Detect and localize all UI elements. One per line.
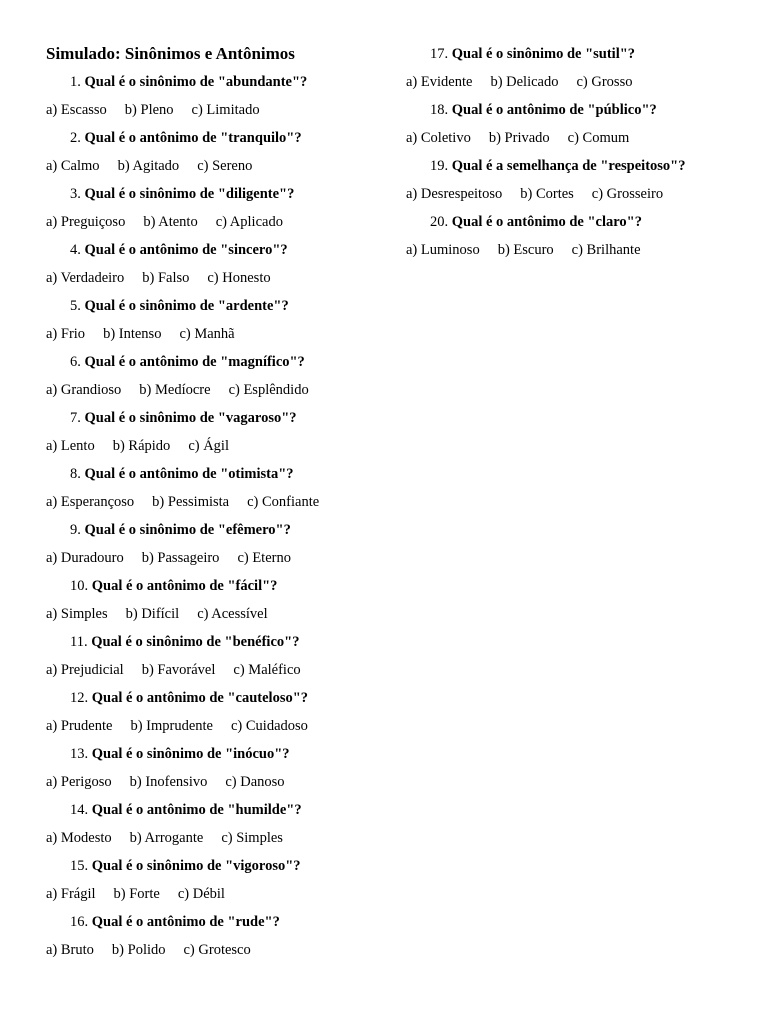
question-text: Qual é o antônimo de "magnífico"? — [84, 354, 305, 370]
answer-option-b: b) Pleno — [124, 102, 174, 118]
question-18 — [406, 96, 746, 124]
left-column — [46, 40, 386, 964]
answer-option-b: b) Forte — [113, 886, 160, 902]
question-text: Qual é o sinônimo de "sutil"? — [451, 46, 636, 62]
answer-option-c: c) Cuidadoso — [230, 718, 308, 734]
answer-option-c: c) Maléfico — [233, 662, 301, 678]
answer-option-c: c) Brilhante — [571, 242, 641, 258]
question-number: 2. — [70, 130, 81, 146]
answer-option-b: b) Arrogante — [129, 830, 204, 846]
question-10 — [46, 572, 386, 600]
answer-option-b: b) Atento — [143, 214, 198, 230]
question-number: 14. — [70, 802, 89, 818]
answer-option-b: b) Polido — [111, 942, 166, 958]
page-title: Simulado: Sinônimos e Antônimos — [46, 44, 295, 63]
question-text: Qual é o sinônimo de "abundante"? — [84, 74, 308, 90]
answer-option-b: b) Escuro — [497, 242, 554, 258]
question-text: Qual é o sinônimo de "efêmero"? — [84, 522, 291, 538]
question-2 — [46, 124, 386, 152]
answer-option-a: a) Modesto — [46, 830, 112, 846]
question-number: 17. — [430, 46, 449, 62]
answer-options — [46, 936, 386, 964]
answer-option-b: b) Inofensivo — [129, 774, 208, 790]
answer-option-b: b) Privado — [488, 130, 550, 146]
answer-option-b: b) Cortes — [520, 186, 574, 202]
question-number: 8. — [70, 466, 81, 482]
answer-option-c: c) Aplicado — [215, 214, 283, 230]
answer-option-a: a) Duradouro — [46, 550, 124, 566]
question-number: 18. — [430, 102, 449, 118]
question-text: Qual é o antônimo de "tranquilo"? — [84, 130, 302, 146]
question-19 — [406, 152, 746, 180]
question-number: 9. — [70, 522, 81, 538]
answer-options — [46, 152, 386, 180]
answer-option-a: a) Coletivo — [406, 130, 471, 146]
question-1 — [46, 68, 386, 96]
answer-options — [46, 712, 386, 740]
answer-option-a: a) Lento — [46, 438, 95, 454]
answer-option-c: c) Grotesco — [183, 942, 251, 958]
question-number: 20. — [430, 214, 449, 230]
answer-option-c: c) Acessível — [197, 606, 268, 622]
question-text: Qual é o antônimo de "humilde"? — [91, 802, 302, 818]
question-16 — [46, 908, 386, 936]
answer-option-c: c) Grosseiro — [591, 186, 664, 202]
question-number: 10. — [70, 578, 89, 594]
answer-options — [406, 124, 746, 152]
answer-option-b: b) Imprudente — [130, 718, 213, 734]
answer-option-b: b) Favorável — [141, 662, 216, 678]
answer-options — [46, 320, 386, 348]
answer-option-c: c) Sereno — [197, 158, 253, 174]
question-text: Qual é o sinônimo de "benéfico"? — [91, 634, 300, 650]
question-text: Qual é o antônimo de "otimista"? — [84, 466, 294, 482]
answer-options — [406, 236, 746, 264]
answer-option-b: b) Intenso — [103, 326, 162, 342]
question-3 — [46, 180, 386, 208]
question-17 — [406, 40, 746, 68]
answer-options — [46, 208, 386, 236]
question-number: 1. — [70, 74, 81, 90]
question-text: Qual é o antônimo de "cauteloso"? — [91, 690, 309, 706]
answer-options — [46, 656, 386, 684]
question-8 — [46, 460, 386, 488]
answer-option-c: c) Honesto — [207, 270, 271, 286]
question-text: Qual é o sinônimo de "vigoroso"? — [91, 858, 301, 874]
answer-option-c: c) Débil — [177, 886, 225, 902]
question-text: Qual é o antônimo de "público"? — [451, 102, 657, 118]
question-number: 4. — [70, 242, 81, 258]
question-number: 7. — [70, 410, 81, 426]
answer-option-b: b) Delicado — [490, 74, 559, 90]
question-7 — [46, 404, 386, 432]
question-text: Qual é a semelhança de "respeitoso"? — [451, 158, 686, 174]
answer-option-a: a) Luminoso — [406, 242, 480, 258]
answer-options — [46, 432, 386, 460]
answer-options — [46, 376, 386, 404]
question-text: Qual é o antônimo de "sincero"? — [84, 242, 288, 258]
answer-option-a: a) Escasso — [46, 102, 107, 118]
answer-options — [46, 600, 386, 628]
question-number: 5. — [70, 298, 81, 314]
question-14 — [46, 796, 386, 824]
answer-option-b: b) Rápido — [112, 438, 171, 454]
question-4 — [46, 236, 386, 264]
answer-options — [46, 880, 386, 908]
question-number: 11. — [70, 634, 88, 650]
answer-option-b: b) Medíocre — [139, 382, 211, 398]
answer-option-c: c) Limitado — [191, 102, 260, 118]
question-5 — [46, 292, 386, 320]
answer-options — [46, 488, 386, 516]
answer-option-c: c) Danoso — [225, 774, 285, 790]
question-number: 16. — [70, 914, 89, 930]
answer-option-c: c) Simples — [221, 830, 283, 846]
answer-option-c: c) Manhã — [179, 326, 235, 342]
question-text: Qual é o sinônimo de "vagaroso"? — [84, 410, 297, 426]
answer-option-b: b) Difícil — [125, 606, 180, 622]
answer-options — [46, 264, 386, 292]
answer-option-b: b) Pessimista — [152, 494, 230, 510]
question-13 — [46, 740, 386, 768]
question-number: 12. — [70, 690, 89, 706]
question-number: 13. — [70, 746, 89, 762]
answer-option-c: c) Eterno — [237, 550, 291, 566]
answer-option-a: a) Calmo — [46, 158, 100, 174]
question-6 — [46, 348, 386, 376]
question-number: 15. — [70, 858, 89, 874]
answer-option-a: a) Prudente — [46, 718, 113, 734]
answer-options — [406, 180, 746, 208]
question-text: Qual é o sinônimo de "diligente"? — [84, 186, 295, 202]
answer-option-a: a) Verdadeiro — [46, 270, 125, 286]
answer-options — [406, 68, 746, 96]
answer-option-a: a) Frio — [46, 326, 86, 342]
answer-options — [46, 768, 386, 796]
answer-option-c: c) Comum — [567, 130, 630, 146]
question-text: Qual é o sinônimo de "ardente"? — [84, 298, 289, 314]
answer-option-c: c) Confiante — [247, 494, 320, 510]
answer-option-c: c) Ágil — [188, 438, 229, 454]
question-text: Qual é o antônimo de "fácil"? — [91, 578, 278, 594]
answer-option-a: a) Grandioso — [46, 382, 122, 398]
question-text: Qual é o antônimo de "rude"? — [91, 914, 280, 930]
question-20 — [406, 208, 746, 236]
question-11 — [46, 628, 386, 656]
answer-option-c: c) Grosso — [576, 74, 633, 90]
question-number: 6. — [70, 354, 81, 370]
question-9 — [46, 516, 386, 544]
answer-options — [46, 96, 386, 124]
answer-options — [46, 824, 386, 852]
question-12 — [46, 684, 386, 712]
answer-option-b: b) Falso — [142, 270, 190, 286]
question-text: Qual é o antônimo de "claro"? — [451, 214, 642, 230]
question-text: Qual é o sinônimo de "inócuo"? — [91, 746, 290, 762]
answer-option-a: a) Perigoso — [46, 774, 112, 790]
answer-option-a: a) Frágil — [46, 886, 96, 902]
answer-option-a: a) Esperançoso — [46, 494, 135, 510]
answer-option-a: a) Bruto — [46, 942, 94, 958]
answer-option-b: b) Passageiro — [141, 550, 220, 566]
question-number: 3. — [70, 186, 81, 202]
answer-options — [46, 544, 386, 572]
answer-option-a: a) Preguiçoso — [46, 214, 126, 230]
answer-option-a: a) Prejudicial — [46, 662, 124, 678]
answer-option-a: a) Simples — [46, 606, 108, 622]
answer-option-b: b) Agitado — [117, 158, 180, 174]
right-column — [406, 40, 746, 264]
question-number: 19. — [430, 158, 449, 174]
answer-option-a: a) Desrespeitoso — [406, 186, 503, 202]
question-15 — [46, 852, 386, 880]
answer-option-a: a) Evidente — [406, 74, 473, 90]
answer-option-c: c) Esplêndido — [228, 382, 309, 398]
